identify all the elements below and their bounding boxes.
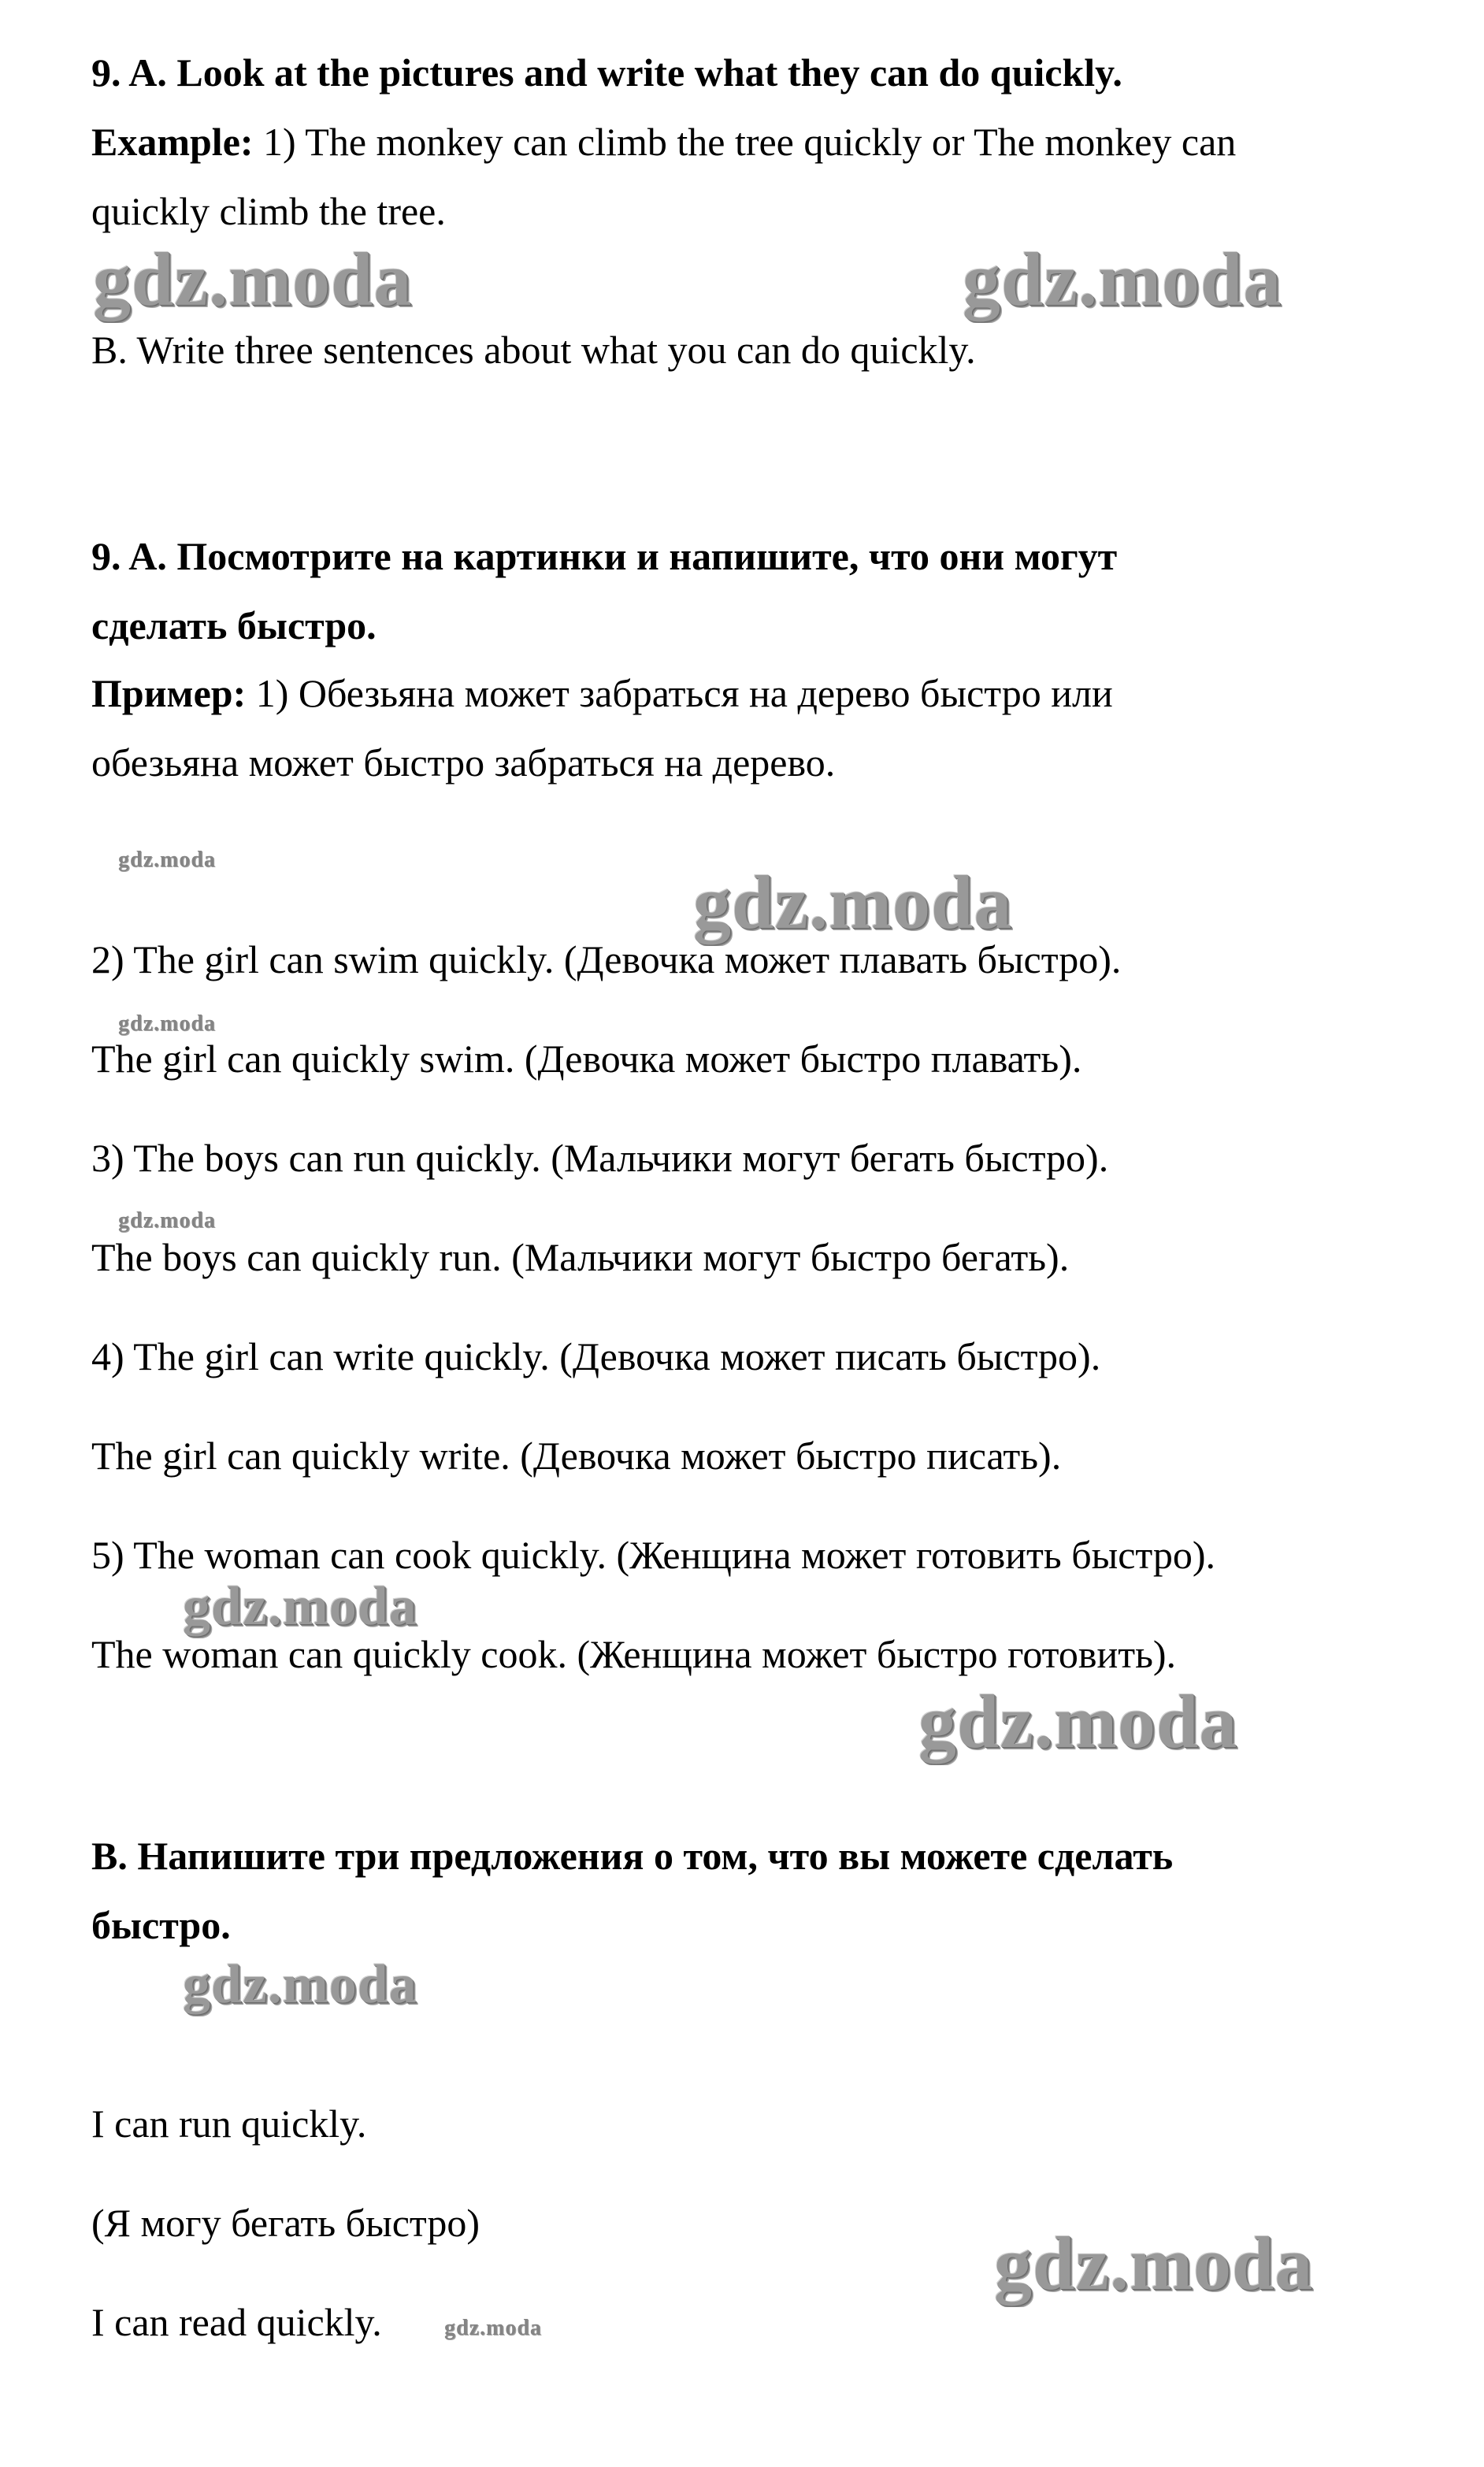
task-b-ru-line2: быстро.	[91, 1903, 231, 1947]
task-b-ru-line1: B. Напишите три предложения о том, что вы можете сделать	[91, 1834, 1174, 1878]
watermark-logo: gdz.moda	[118, 848, 216, 872]
example-en-line1	[91, 118, 1236, 165]
exercise-title-en: 9. A. Look at the pictures and write what they can do quickly.	[91, 50, 1122, 95]
task-b-en: B. Write three sentences about what you can do quickly.	[91, 328, 976, 372]
answer-line: The boys can quickly run. (Мальчики могут быстро бегать).	[91, 1235, 1070, 1279]
answer-line: The girl can quickly swim. (Девочка может быстро плавать).	[91, 1037, 1082, 1081]
watermark-logo: gdz.moda	[93, 237, 413, 321]
watermark-logo: gdz.moda	[994, 2221, 1314, 2306]
example-label-ru: Пример:	[91, 671, 247, 715]
example-ru-line1	[91, 670, 1113, 717]
example-en-line2: quickly climb the tree.	[91, 189, 446, 233]
answer-line: 4) The girl can write quickly. (Девочка может писать быстро).	[91, 1334, 1101, 1378]
answer-line: 2) The girl can swim quickly. (Девочка может плавать быстро).	[91, 937, 1122, 981]
answer-line: 5) The woman can cook quickly. (Женщина может готовить быстро).	[91, 1533, 1216, 1577]
watermark-logo: gdz.moda	[918, 1679, 1238, 1764]
exercise-title-ru-line1: 9. A. Посмотрите на картинки и напишите, что они могут	[91, 534, 1118, 578]
watermark-logo: gdz.moda	[183, 1576, 417, 1637]
exercise-title-ru-line2: сделать быстро.	[91, 603, 377, 647]
example-text-ru: 1) Обезьяна может забраться на дерево быстро или	[246, 671, 1113, 715]
answer-b-line: (Я могу бегать быстро)	[91, 2201, 480, 2245]
watermark-logo: gdz.moda	[963, 237, 1282, 321]
example-label-en: Example:	[91, 120, 254, 164]
watermark-logo: gdz.moda	[118, 1011, 216, 1036]
watermark-logo: gdz.moda	[183, 1954, 417, 2015]
watermark-logo: gdz.moda	[693, 860, 1013, 944]
example-text-en: 1) The monkey can climb the tree quickly or The monkey can	[253, 120, 1237, 164]
answer-line: The woman can quickly cook. (Женщина может быстро готовить).	[91, 1632, 1177, 1676]
answer-line: The girl can quickly write. (Девочка может быстро писать).	[91, 1434, 1062, 1478]
answer-b-line: I can run quickly.	[91, 2102, 367, 2146]
watermark-logo: gdz.moda	[444, 2316, 542, 2340]
answer-b-line: I can read quickly.	[91, 2300, 382, 2344]
answer-line: 3) The boys can run quickly. (Мальчики могут бегать быстро).	[91, 1136, 1109, 1180]
example-ru-line2: обезьяна может быстро забраться на дерево.	[91, 740, 836, 785]
watermark-logo: gdz.moda	[118, 1208, 216, 1233]
